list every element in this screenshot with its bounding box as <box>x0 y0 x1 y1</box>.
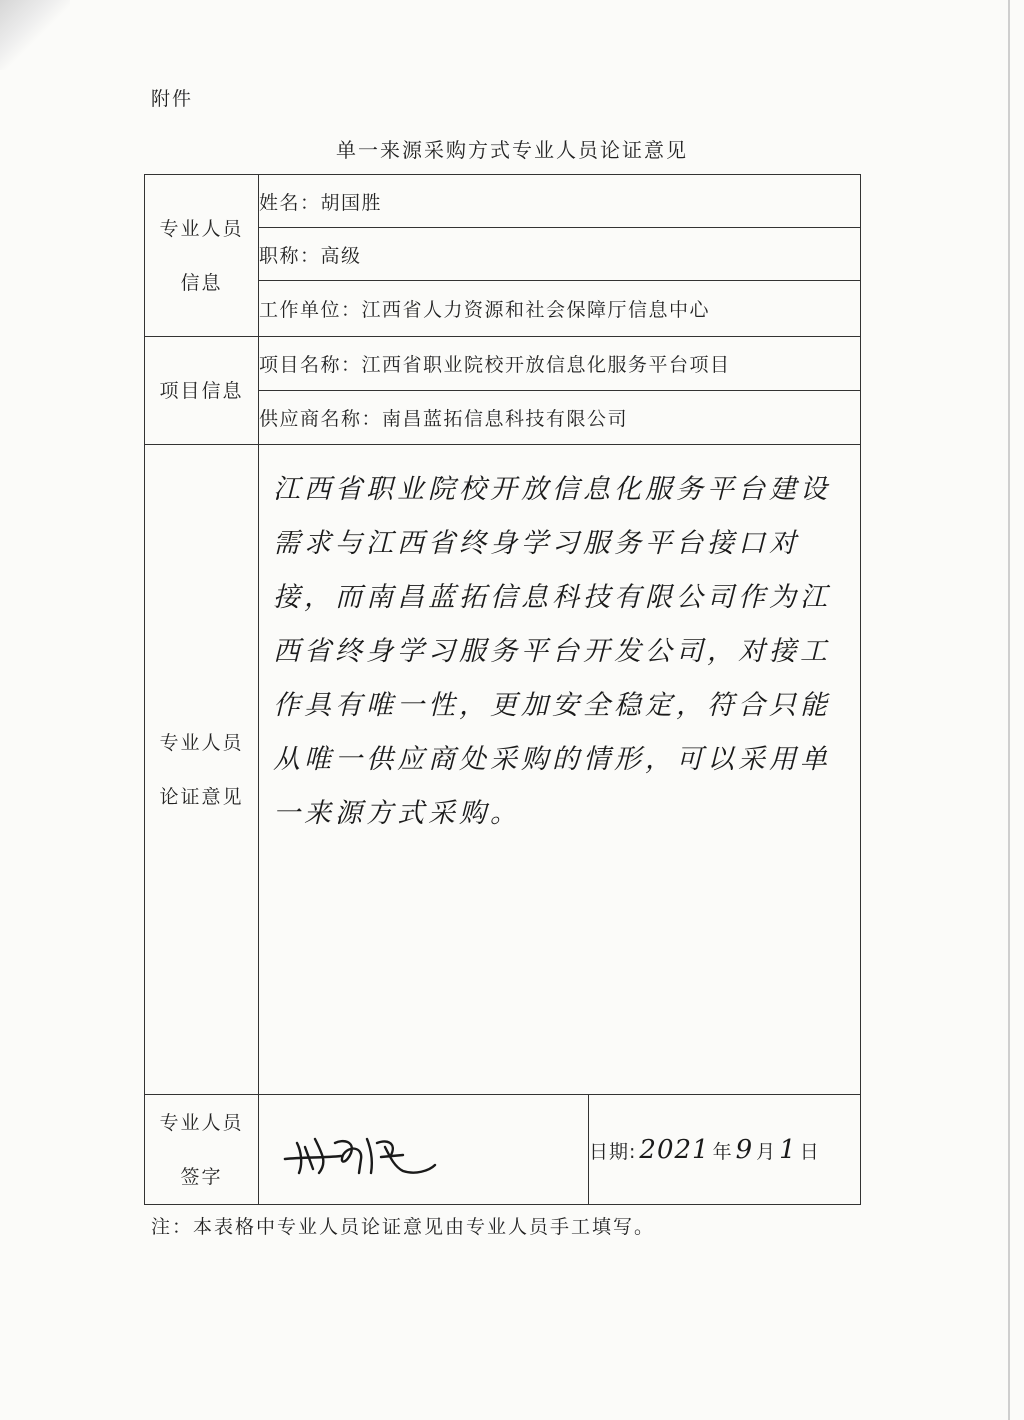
title-row <box>259 228 861 281</box>
employer-row <box>259 281 861 337</box>
name-value: 胡国胜 <box>320 191 383 214</box>
supplier-row <box>259 391 861 445</box>
opinion-content-cell <box>259 445 861 1095</box>
day-unit: 日 <box>799 1140 820 1163</box>
project-name-value: 江西省职业院校开放信息化服务平台项目 <box>361 354 731 376</box>
page-edge <box>1008 0 1010 1420</box>
signature-label: 专业人员签字 <box>145 1095 259 1205</box>
date-month: 9 <box>735 1134 754 1165</box>
expert-info-label: 专业人员信息 <box>145 175 259 337</box>
supplier-value: 南昌蓝拓信息科技有限公司 <box>382 408 629 430</box>
year-unit: 年 <box>712 1140 733 1163</box>
date-label: 日期: <box>589 1140 637 1163</box>
name-row <box>259 175 861 228</box>
footnote: 注：本表格中专业人员论证意见由专业人员手工填写。 <box>151 1216 656 1238</box>
handwritten-signature <box>283 1129 443 1177</box>
handwritten-opinion: 江西省职业院校开放信息化服务平台建设需求与江西省终身学习服务平台接口对接，而南昌蓝拓信息科技有限公司作为江西省终身学习服务平台开发公司，对接工作具有唯一性，更加安全稳定，符合只能从唯一供应商处采购的情形，可以采用单一来源方式采购。 <box>273 474 831 829</box>
month-unit: 月 <box>756 1140 777 1163</box>
project-name-label: 项目名称： <box>259 354 362 376</box>
title-label: 职称： <box>259 244 321 267</box>
date-day: 1 <box>779 1134 797 1165</box>
title-value: 高级 <box>320 244 362 267</box>
employer-value: 江西省人力资源和社会保障厅信息中心 <box>361 299 711 321</box>
opinion-label: 专业人员论证意见 <box>145 445 259 1095</box>
document-title: 单一来源采购方式专业人员论证意见 <box>336 138 688 162</box>
argument-form-table <box>144 174 861 1205</box>
project-name-row <box>259 337 861 391</box>
name-label: 姓名： <box>259 191 321 214</box>
supplier-label: 供应商名称： <box>259 408 383 430</box>
date-year: 2021 <box>639 1134 710 1165</box>
scan-corner-shadow <box>0 0 70 70</box>
signature-cell <box>259 1095 589 1205</box>
project-info-label: 项目信息 <box>145 337 259 445</box>
employer-label: 工作单位： <box>259 299 362 321</box>
date-cell <box>589 1095 861 1205</box>
attachment-label: 附件 <box>151 88 194 110</box>
